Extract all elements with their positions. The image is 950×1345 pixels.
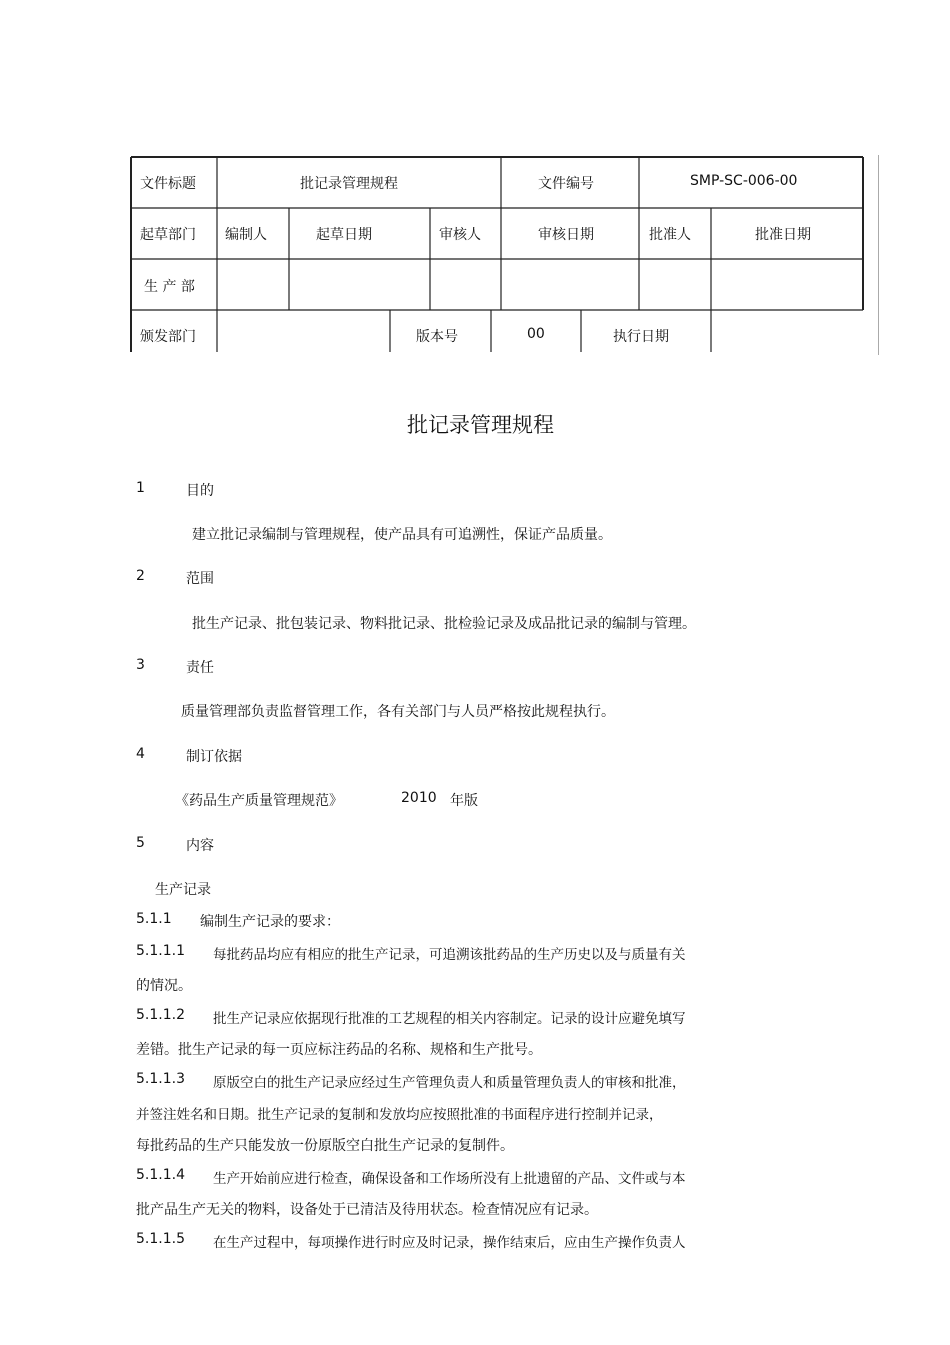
- reference-name: 《药品生产质量管理规范》: [175, 793, 343, 809]
- review-date-label: 审核日期: [538, 227, 594, 243]
- clause-number: 5.1.1.1: [136, 943, 185, 959]
- department-value: 生 产 部: [144, 279, 195, 295]
- section-heading: 内容: [186, 838, 214, 854]
- clause-text: 每批药品均应有相应的批生产记录，可追溯该批药品的生产历史以及与质量有关: [213, 947, 686, 963]
- doc-title-value: 批记录管理规程: [300, 176, 398, 192]
- approver-label: 批准人: [649, 227, 691, 243]
- page-title: 批记录管理规程: [407, 413, 554, 437]
- exec-date-label: 执行日期: [613, 329, 669, 345]
- reference-suffix: 年版: [450, 793, 478, 809]
- section-text: 批生产记录、批包装记录、物料批记录、批检验记录及成品批记录的编制与管理。: [192, 616, 696, 632]
- section-text: 质量管理部负责监督管理工作，各有关部门与人员严格按此规程执行。: [181, 704, 615, 720]
- draft-dept-label: 起草部门: [140, 227, 196, 243]
- author-label: 编制人: [225, 227, 267, 243]
- version-label: 版本号: [416, 329, 458, 345]
- section-text: 建立批记录编制与管理规程，使产品具有可追溯性，保证产品质量。: [192, 527, 612, 543]
- clause-text: 差错。批生产记录的每一页应标注药品的名称、规格和生产批号。: [136, 1042, 542, 1058]
- clause-text: 生产开始前应进行检查，确保设备和工作场所没有上批遗留的产品、文件或与本: [213, 1171, 686, 1187]
- clause-text: 原版空白的批生产记录应经过生产管理负责人和质量管理负责人的审核和批准，: [213, 1075, 686, 1091]
- doc-number-label: 文件编号: [538, 176, 594, 192]
- section-number: 3: [136, 657, 145, 673]
- clause-number: 5.1.1.5: [136, 1231, 185, 1247]
- clause-number: 5.1.1.2: [136, 1007, 185, 1023]
- section-number: 4: [136, 746, 145, 762]
- doc-number-value: SMP-SC-006-00: [690, 173, 798, 189]
- subsection-heading: 生产记录: [155, 882, 211, 898]
- section-number: 5: [136, 835, 145, 851]
- clause-text: 每批药品的生产只能发放一份原版空白批生产记录的复制件。: [136, 1138, 514, 1154]
- doc-title-label: 文件标题: [140, 176, 196, 192]
- section-heading: 制订依据: [186, 749, 242, 765]
- section-heading: 目的: [186, 483, 214, 499]
- section-heading: 范围: [186, 571, 214, 587]
- draft-date-label: 起草日期: [316, 227, 372, 243]
- section-heading: 责任: [186, 660, 214, 676]
- clause-text: 批产品生产无关的物料，设备处于已清洁及待用状态。检查情况应有记录。: [136, 1202, 598, 1218]
- page-edge-line: [878, 155, 879, 355]
- clause-text: 批生产记录应依据现行批准的工艺规程的相关内容制定。记录的设计应避免填写: [213, 1011, 686, 1027]
- reference-year: 2010: [401, 790, 437, 806]
- clause-text: 的情况。: [136, 978, 192, 994]
- approve-date-label: 批准日期: [755, 227, 811, 243]
- reviewer-label: 审核人: [439, 227, 481, 243]
- section-number: 2: [136, 568, 145, 584]
- clause-number: 5.1.1.3: [136, 1071, 185, 1087]
- clause-text: 在生产过程中，每项操作进行时应及时记录，操作结束后，应由生产操作负责人: [213, 1235, 686, 1251]
- clause-number: 5.1.1: [136, 911, 172, 927]
- section-number: 1: [136, 480, 145, 496]
- clause-text: 并签注姓名和日期。批生产记录的复制和发放均应按照批准的书面程序进行控制并记录，: [136, 1107, 663, 1123]
- clause-number: 5.1.1.4: [136, 1167, 185, 1183]
- issue-dept-label: 颁发部门: [140, 329, 196, 345]
- version-value: 00: [527, 326, 545, 342]
- clause-text: 编制生产记录的要求：: [200, 914, 340, 930]
